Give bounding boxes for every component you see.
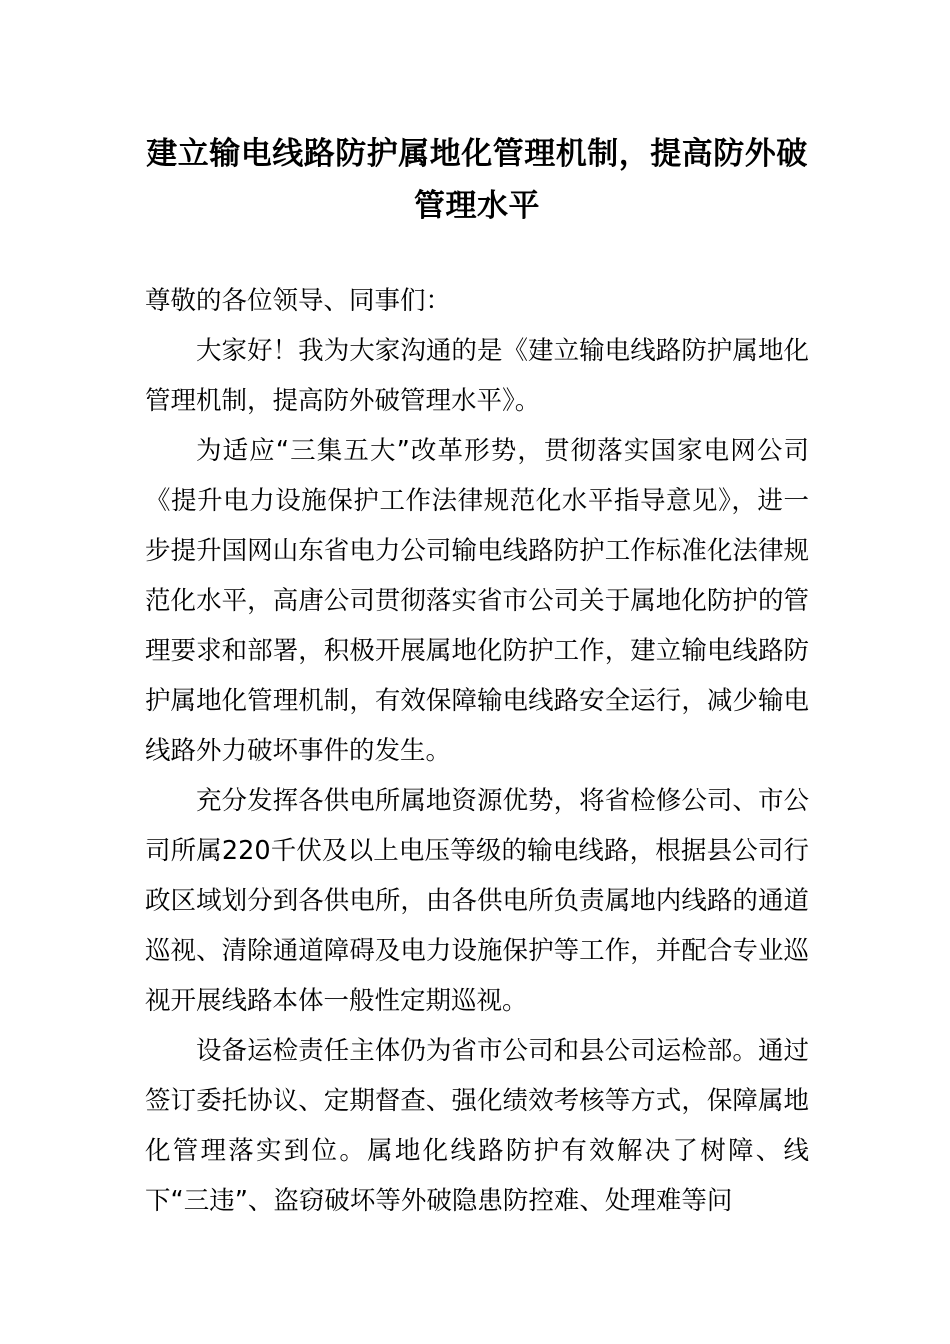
paragraph-intro: 大家好！我为大家沟通的是《建立输电线路防护属地化管理机制，提高防外破管理水平》。 [145,336,809,416]
greeting-line: 尊敬的各位领导、同事们： [145,286,452,316]
document-title: 建立输电线路防护属地化管理机制，提高防外破管理水平 [146,136,808,224]
paragraph-background: 为适应“三集五大”改革形势，贯彻落实国家电网公司《提升电力设施保护工作法律规范化水平指导意见》，进一步提升国网山东省电力公司输电线路防护工作标准化法律规范化水平，高唐公司贯彻落实省市公司关于属地化防护的管理要求和部署，积极开展属地化防护工作，建立输电线路防护属地化管理机制，有效保障输电线路安全运行，减少输电线路外力破坏事件的发生。 [145,436,809,766]
document-body [145,276,809,1226]
paragraph-implementation: 充分发挥各供电所属地资源优势，将省检修公司、市公司所属220千伏及以上电压等级的输电线路，根据县公司行政区域划分到各供电所，由各供电所负责属地内线路的通道巡视、清除通道障碍及电力设施保护等工作，并配合专业巡视开展线路本体一般性定期巡视。 [145,786,809,1016]
paragraph-responsibility: 设备运检责任主体仍为省市公司和县公司运检部。通过签订委托协议、定期督查、强化绩效考核等方式，保障属地化管理落实到位。属地化线路防护有效解决了树障、线下“三违”、盗窃破坏等外破隐患防控难、处理难等问 [145,1036,809,1216]
